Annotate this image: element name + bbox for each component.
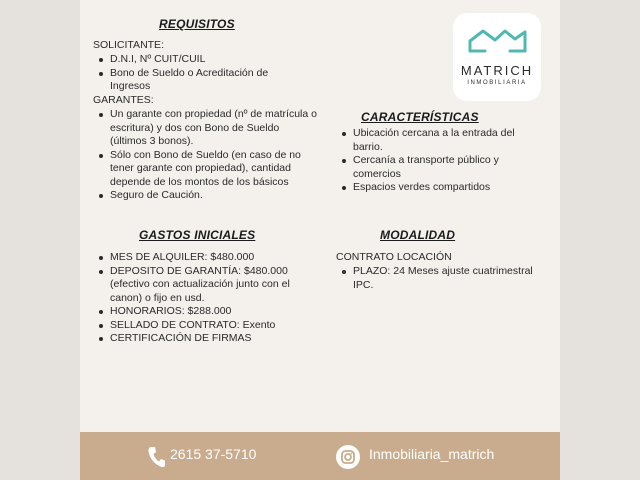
list-item: PLAZO: 24 Meses ajuste cuatrimestral IPC. bbox=[336, 265, 546, 292]
list-item: Ubicación cercana a la entrada del barrio. bbox=[336, 127, 536, 154]
instagram-handle[interactable]: Inmobiliaria_matrich bbox=[369, 446, 495, 462]
garantes-list bbox=[93, 108, 318, 203]
matrich-logo bbox=[453, 13, 541, 101]
solicitante-label: SOLICITANTE: bbox=[93, 39, 164, 51]
list-item: Espacios verdes compartidos bbox=[336, 181, 536, 195]
house-roof-icon bbox=[453, 13, 541, 63]
caracteristicas-heading: CARACTERÍSTICAS bbox=[361, 110, 479, 124]
list-item: Sólo con Bono de Sueldo (en caso de no tener garante con propiedad), cantidad depende de los montos de los básicos bbox=[93, 149, 318, 190]
list-item: Un garante con propiedad (nº de matrícula o escritura) y dos con Bono de Sueldo (últimos 3 bonos). bbox=[93, 108, 318, 149]
solicitante-list bbox=[93, 53, 298, 94]
list-item: MES DE ALQUILER: $480.000 bbox=[93, 251, 318, 265]
phone-number[interactable]: 2615 37-5710 bbox=[170, 446, 257, 462]
list-item: DEPOSITO DE GARANTÍA: $480.000 (efectivo con actualización junto con el canon) o fijo en usd. bbox=[93, 265, 318, 306]
contrato-label: CONTRATO LOCACIÓN bbox=[336, 251, 452, 263]
logo-name: MATRICH bbox=[460, 63, 534, 78]
right-margin bbox=[560, 0, 640, 480]
caracteristicas-list bbox=[336, 127, 536, 195]
list-item: D.N.I, Nº CUIT/CUIL bbox=[93, 53, 298, 67]
logo-subtitle: INMOBILIARIA bbox=[467, 80, 527, 86]
list-item: Seguro de Caución. bbox=[93, 189, 318, 203]
modalidad-list bbox=[336, 265, 546, 292]
list-item: SELLADO DE CONTRATO: Exento bbox=[93, 319, 318, 333]
list-item: Bono de Sueldo o Acreditación de Ingresos bbox=[93, 67, 298, 94]
gastos-list bbox=[93, 251, 318, 346]
list-item: HONORARIOS: $288.000 bbox=[93, 305, 318, 319]
left-margin bbox=[0, 0, 80, 480]
list-item: Cercanía a transporte público y comercios bbox=[336, 154, 536, 181]
phone-icon bbox=[146, 445, 166, 469]
instagram-icon bbox=[336, 445, 360, 469]
modalidad-heading: MODALIDAD bbox=[380, 228, 456, 242]
gastos-heading: GASTOS INICIALES bbox=[139, 228, 256, 242]
list-item: CERTIFICACIÓN DE FIRMAS bbox=[93, 332, 318, 346]
garantes-label: GARANTES: bbox=[93, 94, 154, 106]
requisitos-heading: REQUISITOS bbox=[159, 17, 235, 31]
